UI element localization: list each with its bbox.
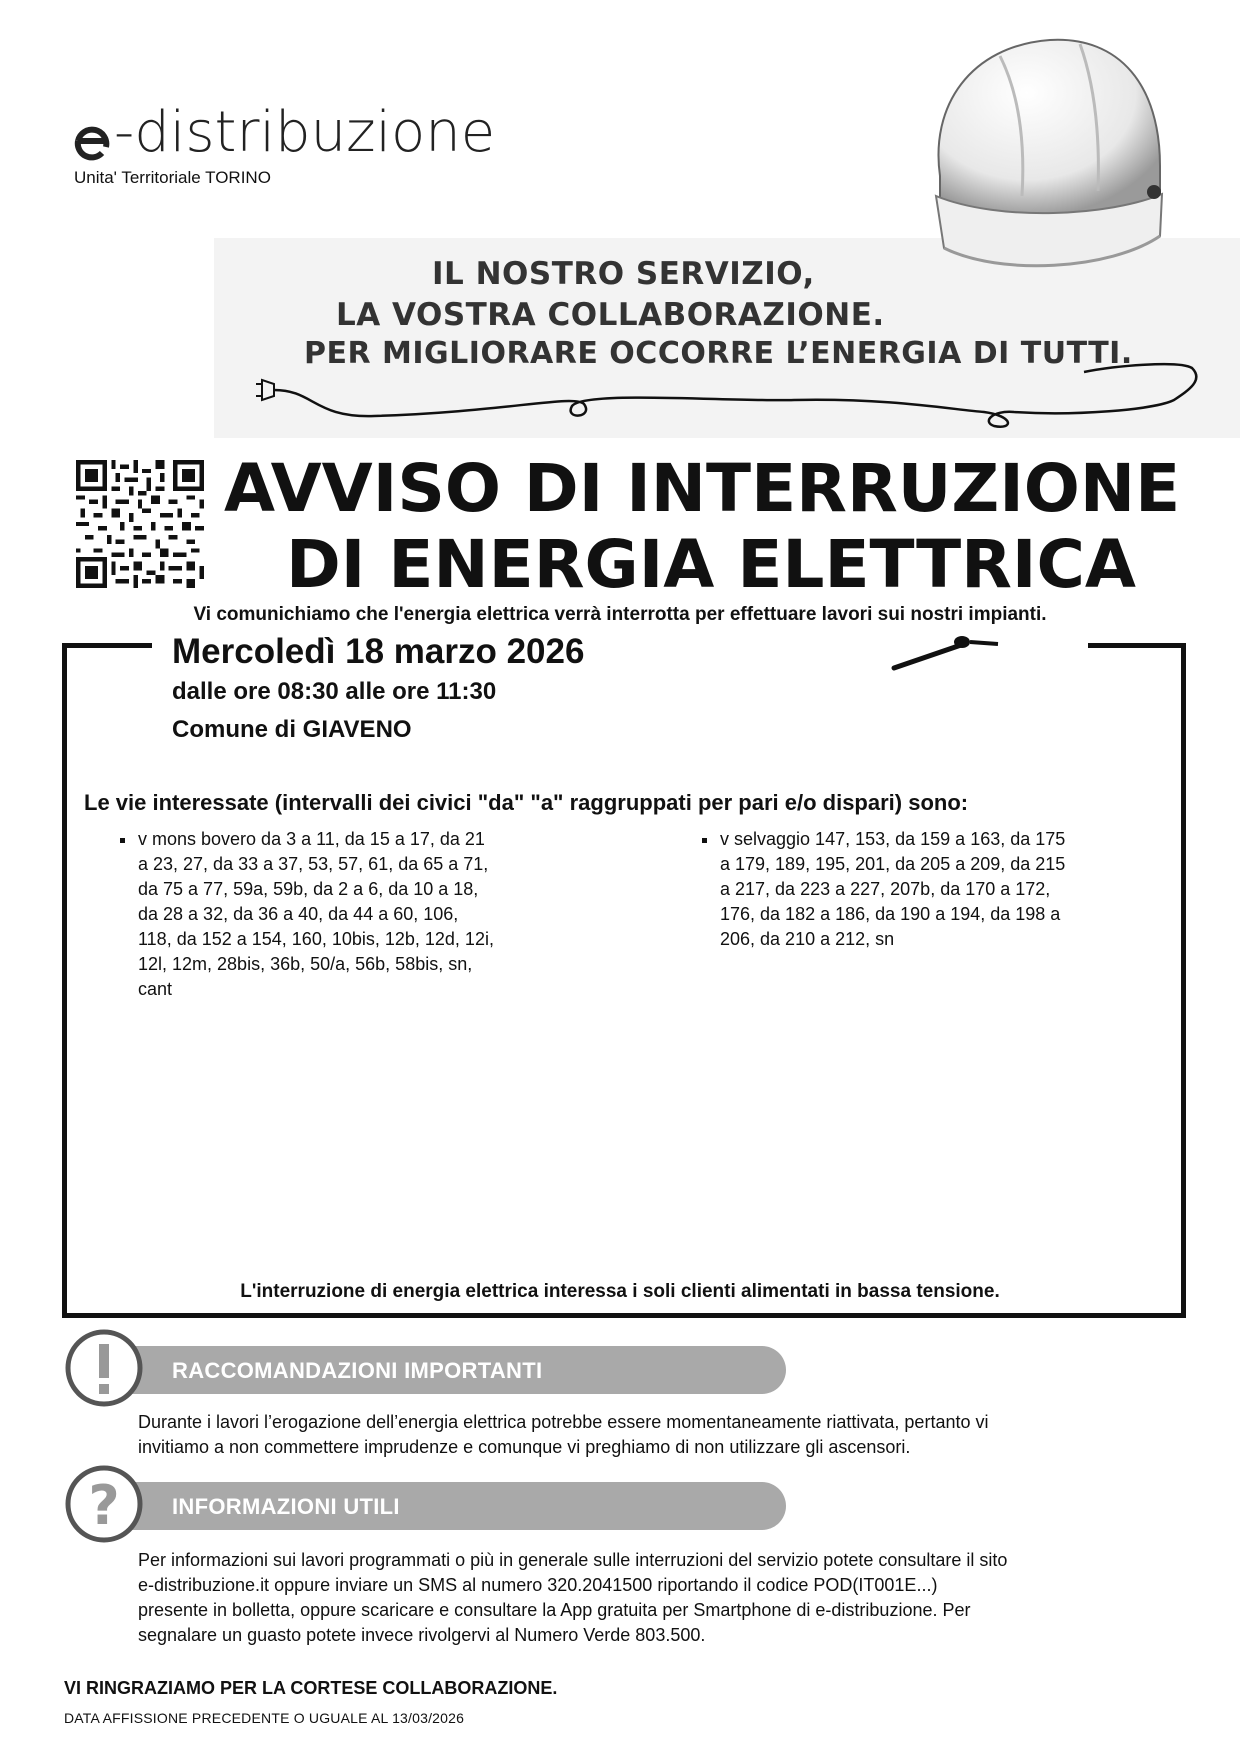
interruption-comune: Comune di GIAVENO: [172, 716, 412, 743]
street-line: a 217, da 223 a 227, 207b, da 170 a 172,: [720, 879, 1051, 899]
low-voltage-note: L'interruzione di energia elettrica interessa i soli clienti alimentati in bassa tensione.: [240, 1281, 1000, 1302]
recommendations-line: Durante i lavori l’erogazione dell’energia elettrica potrebbe essere momentaneamente riattivata, pertanto vi: [138, 1412, 989, 1432]
slogan-line-2: LA VOSTRA COLLABORAZIONE.: [336, 297, 885, 333]
slogan-line-1: IL NOSTRO SERVIZIO,: [432, 256, 815, 292]
street-item: [138, 827, 578, 1002]
brand-logo: [72, 100, 495, 165]
affix-date: DATA AFFISSIONE PRECEDENTE O UGUALE AL 13/03/2026: [64, 1710, 465, 1726]
qr-code: [76, 460, 204, 588]
street-line: da 28 a 32, da 36 a 40, da 44 a 60, 106,: [138, 904, 459, 924]
territorial-unit: Unita' Territoriale TORINO: [74, 168, 271, 187]
title-line-2: DI ENERGIA ELETTRICA: [286, 526, 1137, 603]
title-line-1: AVVISO DI INTERRUZIONE: [224, 450, 1181, 527]
frame-top-left: [62, 643, 152, 648]
street-line: cant: [138, 979, 173, 999]
streets-heading: Le vie interessate (intervalli dei civici "da" "a" raggruppati per pari e/o dispari) sono:: [84, 790, 969, 815]
info-line: e-distribuzione.it oppure inviare un SMS al numero 320.2041500 riportando il codice POD(IT001E...): [138, 1575, 938, 1595]
street-line: 206, da 210 a 212, sn: [720, 929, 895, 949]
recommendations-heading: RACCOMANDAZIONI IMPORTANTI: [172, 1358, 543, 1383]
exclamation-icon: [64, 1328, 144, 1408]
info-line: Per informazioni sui lavori programmati o più in generale sulle interruzioni del servizio potete consultare il sito: [138, 1550, 1008, 1570]
brand-name: -distribuzione: [114, 100, 496, 165]
interruption-date: Mercoledì 18 marzo 2026: [172, 632, 585, 671]
street-line: 12l, 12m, 28bis, 36b, 50/a, 56b, 58bis, sn,: [138, 954, 473, 974]
svg-text:?: ?: [88, 1474, 120, 1537]
street-line: a 179, 189, 195, 201, da 205 a 209, da 215: [720, 854, 1066, 874]
interruption-time: dalle ore 08:30 alle ore 11:30: [172, 678, 497, 705]
e-logo-mark: [72, 117, 112, 161]
slogan-line-3: PER MIGLIORARE OCCORRE L’ENERGIA DI TUTTI.: [304, 336, 1133, 371]
info-line: presente in bolletta, oppure scaricare e consultare la App gratuita per Smartphone di e-distribuzione. Per: [138, 1600, 971, 1620]
info-heading: INFORMAZIONI UTILI: [172, 1494, 400, 1519]
plug-icon: [890, 632, 1000, 672]
recommendations-text: [138, 1410, 1138, 1460]
frame-top-right: [1088, 643, 1186, 648]
street-line: da 75 a 77, 59a, 59b, da 2 a 6, da 10 a 18,: [138, 879, 479, 899]
cable-squiggle: [254, 350, 1234, 430]
street-line: a 23, 27, da 33 a 37, 53, 57, 61, da 65 a 71,: [138, 854, 489, 874]
intro-text: Vi comunichiamo che l'energia elettrica verrà interrotta per effettuare lavori sui nostri impianti.: [193, 604, 1047, 625]
thanks-text: VI RINGRAZIAMO PER LA CORTESE COLLABORAZIONE.: [64, 1678, 558, 1698]
helmet-icon: [910, 26, 1180, 298]
question-icon: [64, 1464, 144, 1544]
street-line: 118, da 152 a 154, 160, 10bis, 12b, 12d, 12i,: [138, 929, 494, 949]
street-line: v selvaggio 147, 153, da 159 a 163, da 175: [720, 829, 1066, 849]
street-line: v mons bovero da 3 a 11, da 15 a 17, da 21: [138, 829, 485, 849]
street-line: 176, da 182 a 186, da 190 a 194, da 198 a: [720, 904, 1061, 924]
recommendations-line: invitiamo a non commettere imprudenze e comunque vi preghiamo di non utilizzare gli ascensori.: [138, 1437, 911, 1457]
info-line: segnalare un guasto potete invece rivolgervi al Numero Verde 803.500.: [138, 1625, 706, 1645]
bullet-icon: [702, 838, 707, 843]
bullet-icon: [120, 838, 125, 843]
street-item: [720, 827, 1160, 952]
info-text: [138, 1548, 1138, 1648]
